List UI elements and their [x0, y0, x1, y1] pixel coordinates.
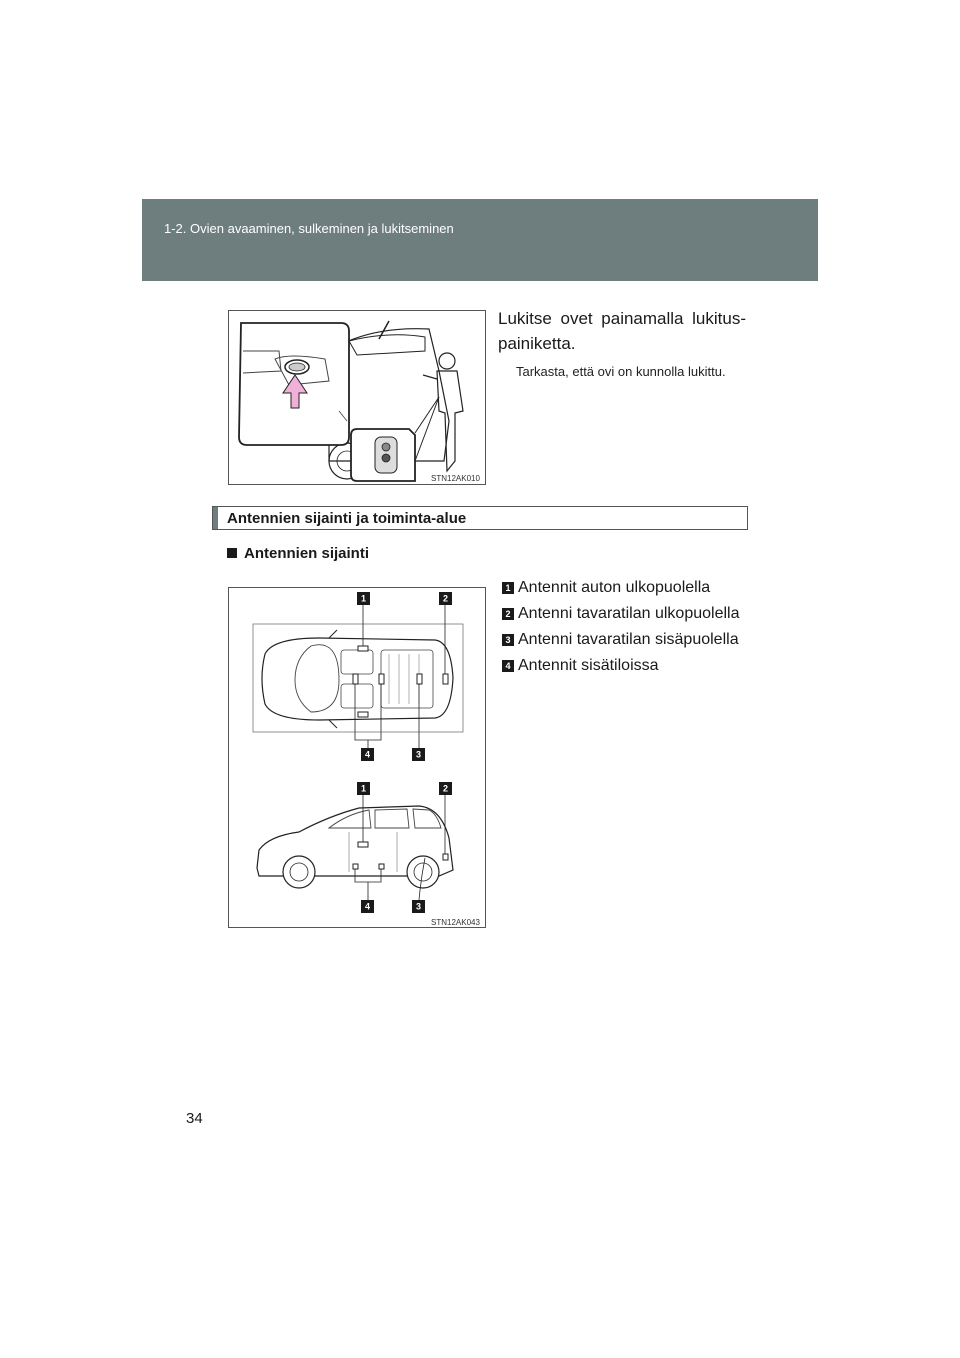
subsection-heading: [227, 545, 369, 562]
section-title: Antennien sijainti ja toiminta-alue: [227, 510, 467, 527]
callout-4-side: 4: [364, 901, 371, 912]
section-title-bar: [212, 506, 748, 530]
section-header: [142, 199, 818, 281]
callout-3-side: 3: [415, 901, 422, 912]
legend-label: Antenni tavaratilan sisäpuolella: [518, 631, 739, 648]
callout-2-top: 2: [442, 593, 449, 604]
antenna-location-diagram: [228, 587, 486, 928]
figure-code: STN12AK010: [431, 474, 480, 483]
number-badge: 2: [502, 608, 514, 620]
number-badge: 1: [502, 582, 514, 594]
number-badge: 4: [502, 660, 514, 672]
legend-label: Antennit auton ulkopuolella: [518, 579, 711, 596]
section-accent: [213, 507, 218, 529]
callout-1-side: 1: [360, 783, 367, 794]
callout-3-top: 3: [415, 749, 422, 760]
lock-illustration-svg: [229, 311, 485, 484]
callout-2-side: 2: [442, 783, 449, 794]
square-bullet-icon: [227, 548, 237, 558]
legend-label: Antennit sisätiloissa: [518, 657, 659, 674]
page-number: 34: [186, 1110, 203, 1127]
instruction-main: Lukitse ovet painamalla lukitus-painiketta.: [498, 309, 746, 353]
legend-item: [502, 653, 739, 679]
instruction-note: Tarkasta, että ovi on kunnolla lukittu.: [516, 364, 726, 379]
lock-button-illustration: [228, 310, 486, 485]
section-header-title: 1-2. Ovien avaaminen, sulkeminen ja lukitseminen: [164, 221, 454, 236]
antenna-diagram-svg: [229, 588, 485, 927]
antenna-legend: [502, 575, 739, 679]
callout-1-top: 1: [360, 593, 367, 604]
figure-code: STN12AK043: [431, 918, 480, 927]
legend-item: [502, 575, 739, 601]
callout-4-top: 4: [364, 749, 371, 760]
legend-item: [502, 601, 739, 627]
legend-label: Antenni tavaratilan ulkopuolella: [518, 605, 740, 622]
subsection-title: Antennien sijainti: [244, 545, 370, 562]
legend-item: [502, 627, 739, 653]
number-badge: 3: [502, 634, 514, 646]
